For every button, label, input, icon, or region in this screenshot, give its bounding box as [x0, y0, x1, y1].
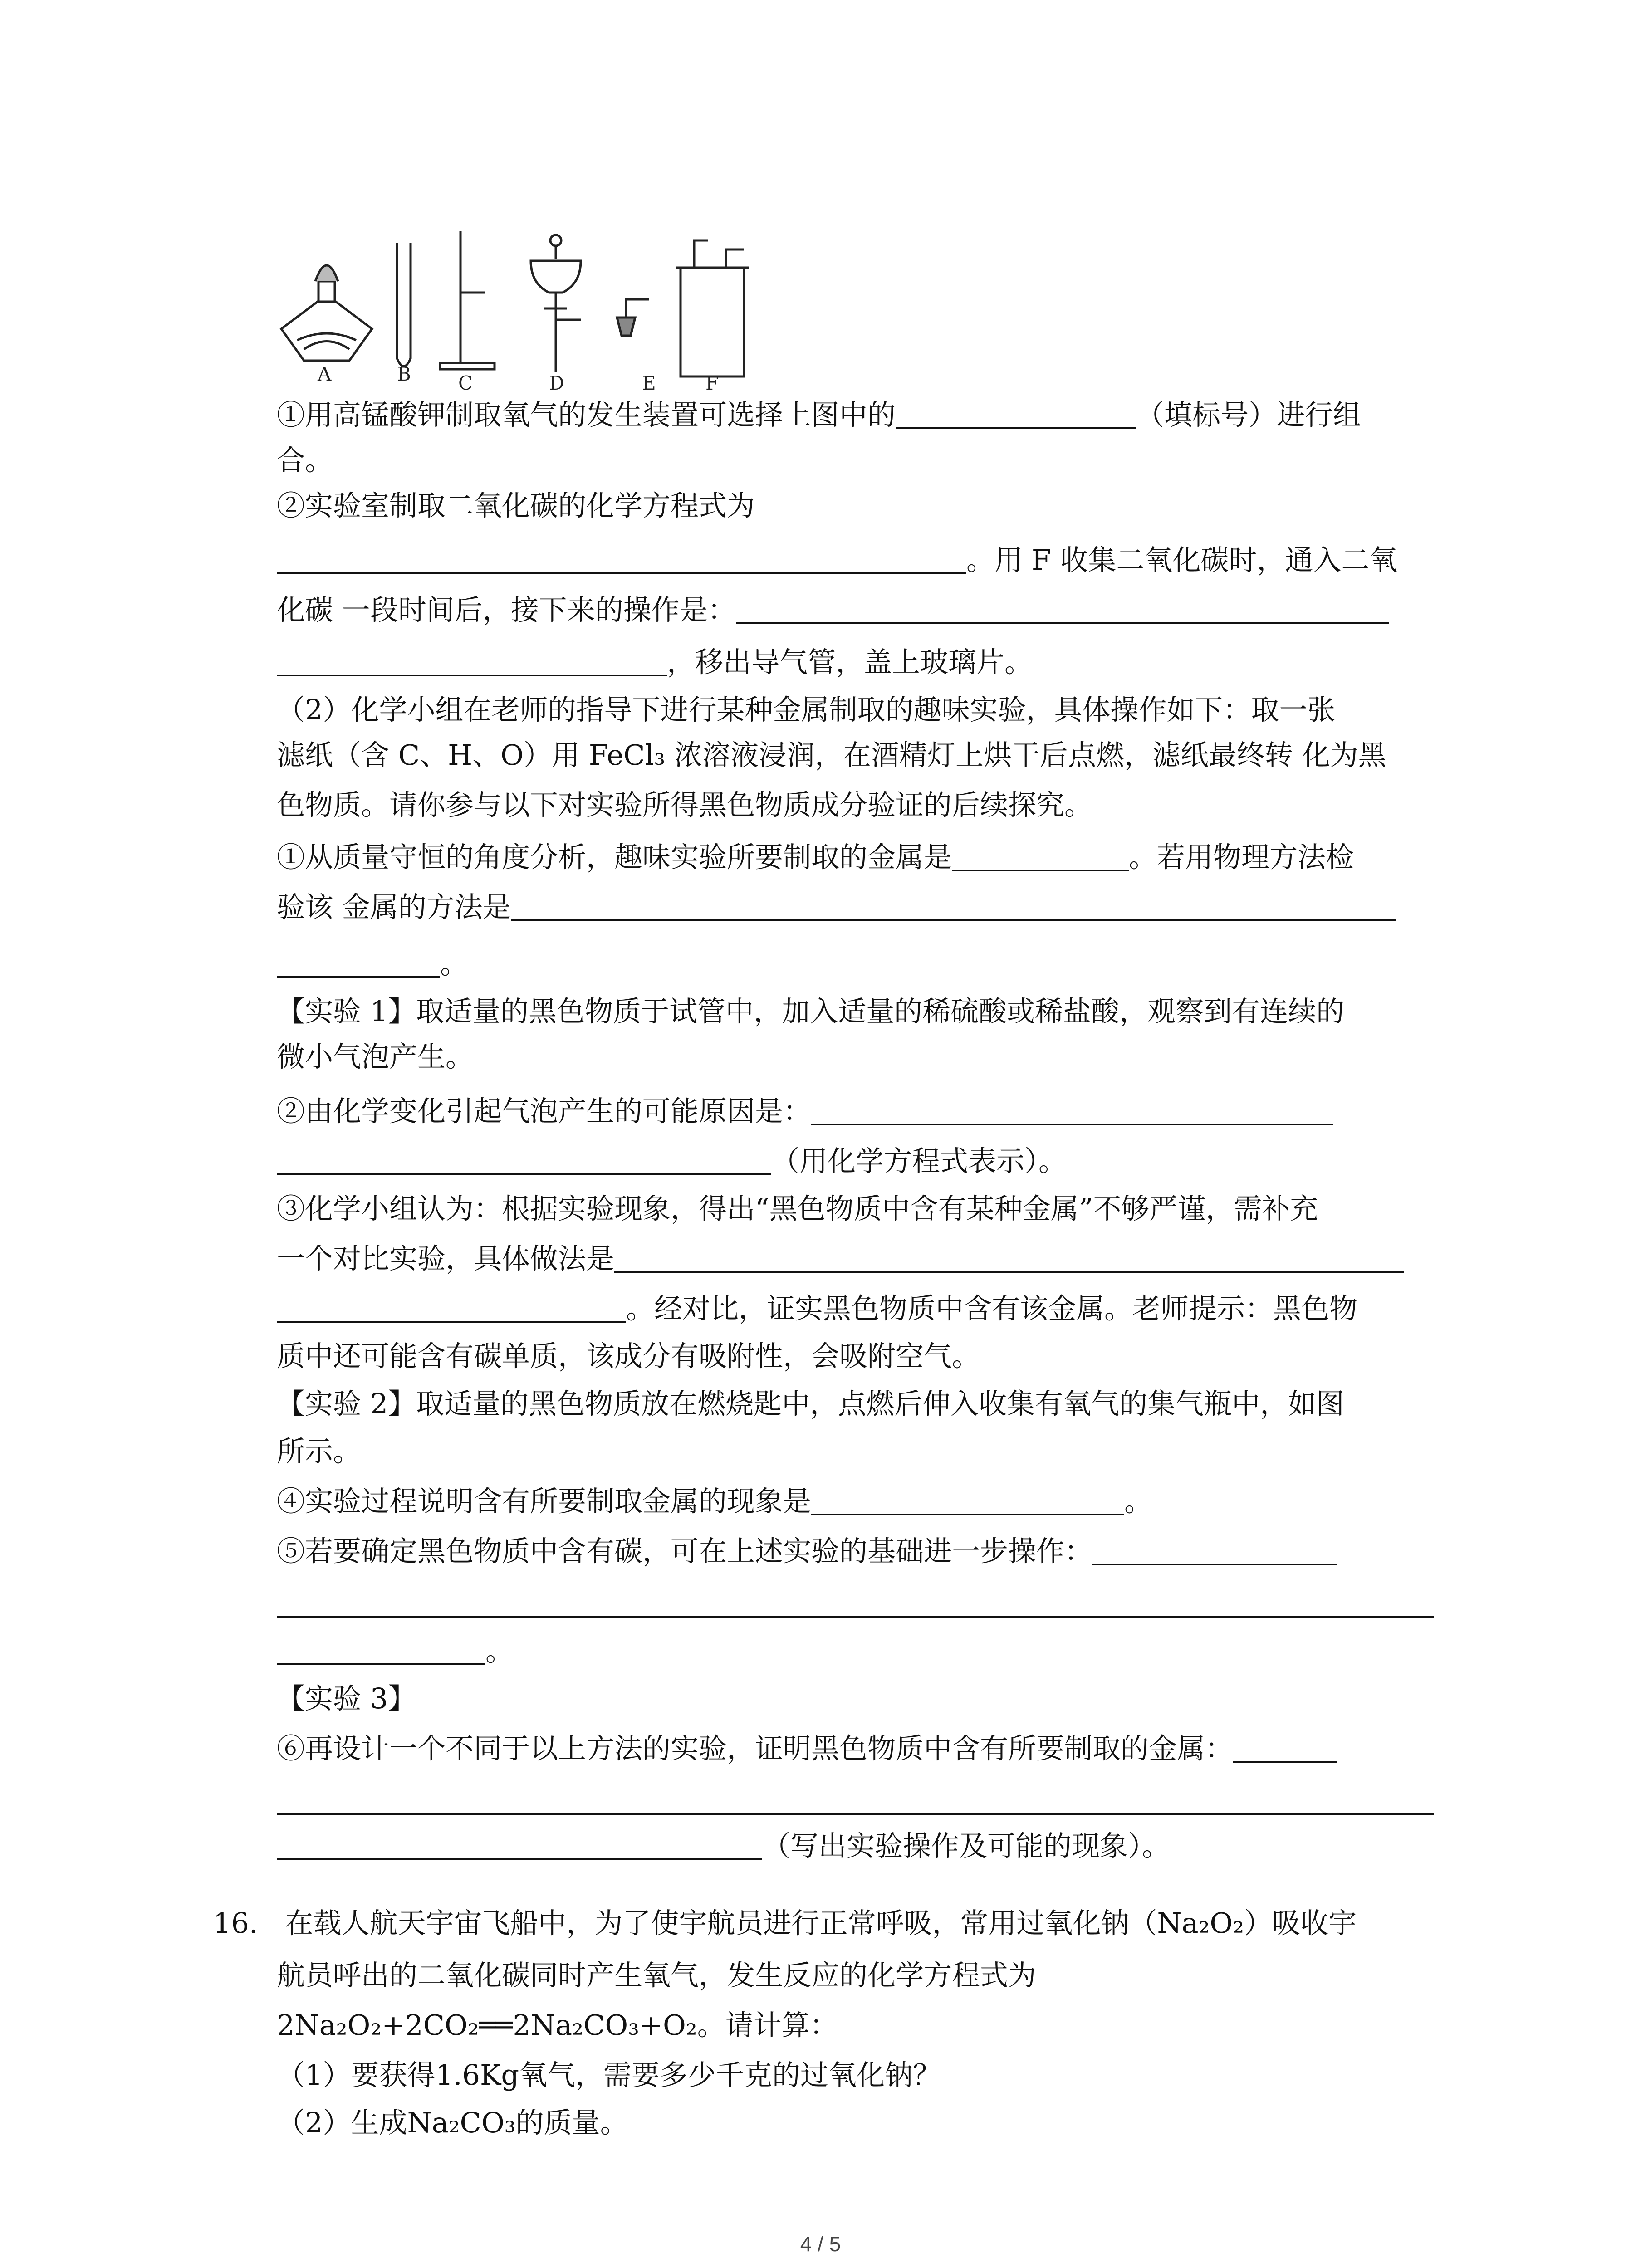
figure-label-a: A [318, 363, 332, 385]
answer-blank[interactable] [277, 1785, 1434, 1815]
answer-blank[interactable] [277, 544, 966, 574]
answer-blank[interactable] [1233, 1733, 1337, 1763]
question-number: 16. [213, 1906, 258, 1940]
figure-label-d: D [549, 372, 564, 394]
text-line: 。经对比，证实黑色物质中含有该金属。老师提示：黑色物 [0, 1288, 1641, 1329]
text-line: （写出实验操作及可能的现象）。 [0, 1826, 1641, 1867]
alcohol-lamp-neck [318, 281, 335, 302]
figure-label-f: F [705, 372, 719, 394]
text-line: ⑤若要确定黑色物质中含有碳，可在上述实验的基础进一步操作： [0, 1531, 1641, 1572]
text-line: ⑥再设计一个不同于以上方法的实验，证明黑色物质中含有所要制取的金属： [0, 1728, 1641, 1769]
text-line: 。 [0, 1631, 1641, 1672]
text-line: （2）生成Na₂CO₃的质量。 [277, 2106, 628, 2139]
chemical-equation: 2Na₂O₂+2CO₂══2Na₂CO₃+O₂。请计算： [277, 2009, 838, 2042]
text-line: 所示。 [277, 1435, 362, 1468]
answer-blank[interactable] [277, 646, 667, 676]
rubber-stopper [617, 318, 635, 336]
answer-blank[interactable] [277, 1293, 626, 1323]
page-number: 4 / 5 [800, 2232, 841, 2256]
answer-blank[interactable] [896, 399, 1136, 429]
text-line: ①从质量守恒的角度分析，趣味实验所要制取的金属是 。若用物理方法检 [277, 841, 1354, 874]
text-line: 一个对比实验，具体做法是 [0, 1238, 1641, 1279]
text-line: ，移出导气管，盖上玻璃片。 [0, 642, 1641, 683]
gas-bottle [681, 268, 744, 376]
text-line: 验该 金属的方法是 [0, 887, 1641, 928]
answer-blank[interactable] [614, 1243, 1404, 1273]
text-line: ②实验室制取二氧化碳的化学方程式为 [277, 489, 755, 522]
answer-blank[interactable] [736, 594, 1389, 624]
answer-blank[interactable] [277, 1635, 485, 1665]
figure-label-e: E [642, 372, 656, 394]
answer-blank[interactable] [277, 1830, 762, 1860]
text-line: 滤纸（含 C、H、O）用 FeCl₃ 浓溶液浸润，在酒精灯上烘干后点燃，滤纸最终转 化为黑 [277, 738, 1386, 772]
text-line: 色物质。请你参与以下对实验所得黑色物质成分验证的后续探究。 [277, 788, 1093, 821]
text-line: 【实验 1】取适量的黑色物质于试管中，加入适量的稀硫酸或稀盐酸，观察到有连续的 [277, 995, 1345, 1028]
answer-blank[interactable] [277, 1588, 1434, 1618]
apparatus-figure [272, 222, 817, 396]
text-line: ①用高锰酸钾制取氧气的发生装置可选择上图中的 （填标号）进行组 [277, 398, 1362, 431]
text-line: 质中还可能含有碳单质，该成分有吸附性，会吸附空气。 [277, 1339, 980, 1373]
iron-stand-base [440, 363, 495, 369]
text-line: ③化学小组认为：根据实验现象，得出“黑色物质中含有某种金属”不够严谨，需补充 [277, 1192, 1318, 1225]
separatory-funnel-bulb [531, 261, 581, 293]
text-line: ②由化学变化引起气泡产生的可能原因是： [0, 1091, 1641, 1132]
text-line: （1）要获得1.6Kg氧气，需要多少千克的过氧化钠？ [277, 2058, 941, 2092]
alcohol-lamp-body [281, 302, 372, 361]
text-line: ④实验过程说明含有所要制取金属的现象是 。 [277, 1485, 1153, 1518]
apparatus-drawing [272, 222, 817, 395]
alcohol-lamp-cap [315, 265, 338, 281]
answer-blank[interactable] [952, 841, 1129, 871]
figure-label-c: C [458, 372, 473, 394]
answer-blank[interactable] [277, 1145, 771, 1175]
answer-blank[interactable] [511, 891, 1396, 921]
text-line: 。用 F 收集二氧化碳时，通入二氧 [0, 540, 1641, 581]
test-tube [397, 243, 411, 367]
text-line: （2）化学小组在老师的指导下进行某种金属制取的趣味实验，具体操作如下：取一张 [277, 693, 1336, 726]
text-line: 航员呼出的二氧化碳同时产生氧气，发生反应的化学方程式为 [277, 1959, 1037, 1992]
text-line: 【实验 3】 [277, 1682, 416, 1715]
text-line: 微小气泡产生。 [277, 1040, 474, 1073]
answer-blank[interactable] [277, 948, 440, 978]
text-line: （用化学方程式表示）。 [0, 1141, 1641, 1182]
text-line: 。 [0, 943, 1641, 984]
answer-blank[interactable] [1092, 1535, 1337, 1565]
text-line [0, 1780, 1641, 1821]
text-line: 【实验 2】取适量的黑色物质放在燃烧匙中，点燃后伸入收集有氧气的集气瓶中，如图 [277, 1387, 1345, 1420]
answer-blank[interactable] [811, 1095, 1333, 1125]
answer-blank[interactable] [811, 1486, 1124, 1515]
text-line: 化碳 一段时间后，接下来的操作是： [0, 590, 1641, 631]
text-line: 合。 [277, 444, 333, 477]
figure-label-b: B [397, 363, 411, 385]
text-line [0, 1583, 1641, 1624]
question-16: 16. 在载人航天宇宙飞船中，为了使宇航员进行正常呼吸，常用过氧化钠（Na₂O₂）吸收宇 [213, 1906, 1357, 1940]
